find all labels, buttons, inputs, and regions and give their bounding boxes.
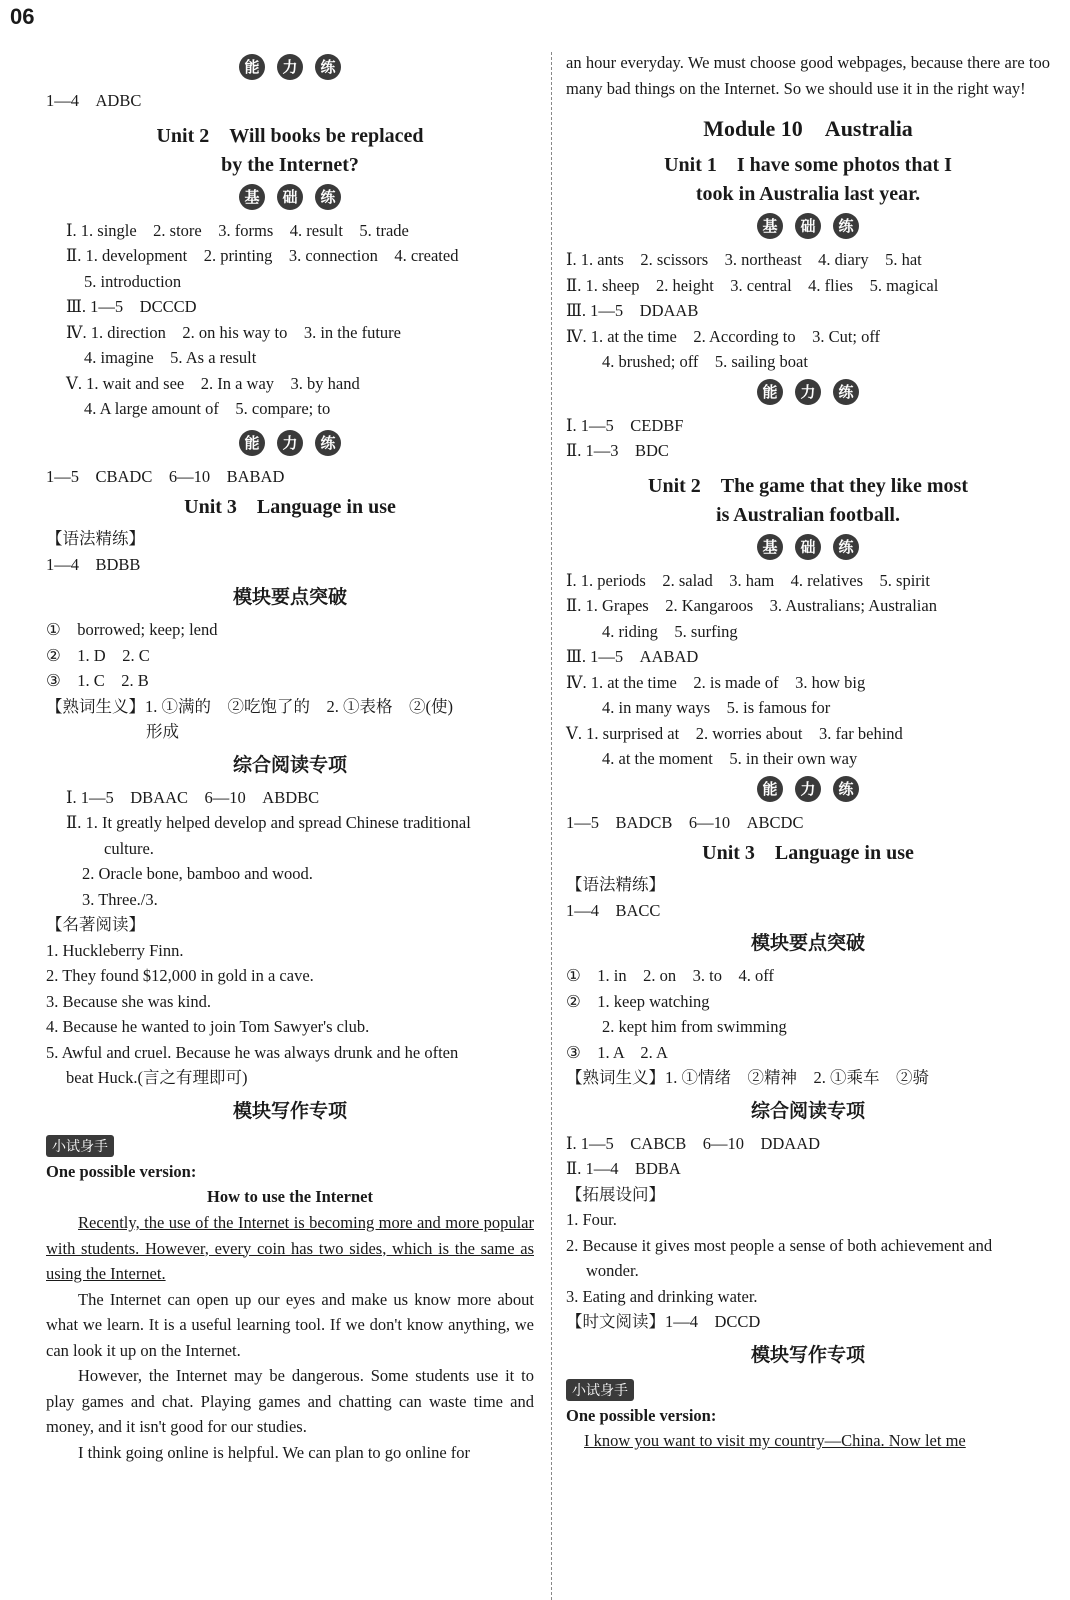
answer-line: 1. Huckleberry Finn. <box>46 940 184 960</box>
try-it-tag: 小试身手 <box>566 1379 634 1401</box>
answer-line: 1—5 BADCB 6—10 ABCDC <box>566 812 804 832</box>
answer-line: 形成 <box>146 722 179 741</box>
essay-paragraph: However, the Internet may be dangerous. Some students use it to play games and chat. Playing games and chatting can waste time and money, and it isn't good for our studies. <box>46 1366 534 1436</box>
left-column <box>46 50 534 1465</box>
essay-paragraph: Recently, the use of the Internet is becoming more and more popular with students. However, every coin has two sides, which is the same as using the Internet. <box>46 1213 534 1283</box>
version-label: One possible version: <box>566 1405 717 1425</box>
module-title: Module 10 Australia <box>703 116 913 141</box>
answer-line: 3. Because she was kind. <box>46 991 211 1011</box>
answer-line: Ⅱ. 1. development 2. printing 3. connection 4. created <box>66 246 459 265</box>
answer-line: Ⅰ. 1. periods 2. salad 3. ham 4. relatives 5. spirit <box>566 570 930 590</box>
answer-line: Ⅲ. 1—5 DDAAB <box>566 301 699 320</box>
answer-line: 3. Three./3. <box>82 889 158 909</box>
answer-line: 4. Because he wanted to join Tom Sawyer's club. <box>46 1017 370 1036</box>
unit-title: Unit 3 Language in use <box>702 842 914 864</box>
answer-line: Ⅰ. 1. single 2. store 3. forms 4. result 5. trade <box>66 220 409 240</box>
answer-line: Ⅰ. 1. ants 2. scissors 3. northeast 4. diary 5. hat <box>566 250 922 269</box>
unit-title: Unit 1 I have some photos that I took in Australia last year. <box>664 154 952 205</box>
answer-line: 1. Four. <box>566 1210 617 1229</box>
answer-line: 4. in many ways 5. is famous for <box>602 698 831 717</box>
answer-line: 【熟词生义】1. ①满的 ②吃饱了的 2. ①表格 ②(使) <box>46 696 453 716</box>
answer-line: 1—4 ADBC <box>46 91 142 110</box>
answer-line: 1—4 BDBB <box>46 554 141 574</box>
essay-paragraph: I know you want to visit my country—China. Now let me <box>584 1431 966 1450</box>
essay-paragraph: an hour everyday. We must choose good webpages, because there are too many bad things on the Internet. So we should use it in the right way! <box>566 53 1050 98</box>
answer-line: ③ 1. A 2. A <box>566 1042 668 1062</box>
section-title: 模块要点突破 <box>750 932 865 954</box>
section-label: 【名著阅读】 <box>46 915 145 934</box>
answer-line: Ⅱ. 1. It greatly helped develop and spread Chinese traditional <box>66 813 471 832</box>
answer-line: ② 1. D 2. C <box>46 645 150 665</box>
answer-line: Ⅱ. 1—3 BDC <box>566 441 669 460</box>
answer-line: ② 1. keep watching <box>566 991 710 1011</box>
answer-line: culture. <box>104 838 154 858</box>
answer-line: 2. Oracle bone, bamboo and wood. <box>82 864 313 883</box>
page-number: 06 <box>10 4 35 29</box>
answer-line: 2. kept him from swimming <box>602 1017 787 1036</box>
section-label: 【语法精练】 <box>566 875 665 894</box>
answer-line: 4. imagine 5. As a result <box>84 348 257 367</box>
unit-title: Unit 3 Language in use <box>184 496 396 518</box>
ability-practice-badge: 能 力 练 <box>566 776 1050 806</box>
answer-line: 【时文阅读】1—4 DCCD <box>566 1312 761 1331</box>
answer-line: Ⅰ. 1—5 CEDBF <box>566 415 684 435</box>
ability-practice-badge: 能 力 练 <box>566 379 1050 409</box>
answer-line: Ⅱ. 1. Grapes 2. Kangaroos 3. Australians; Australian <box>566 596 937 615</box>
answer-line: Ⅴ. 1. wait and see 2. In a way 3. by hand <box>66 373 360 393</box>
answer-line: 1—4 BACC <box>566 900 661 920</box>
answer-line: ③ 1. C 2. B <box>46 671 149 690</box>
basic-practice-badge: 基 础 练 <box>566 213 1050 243</box>
try-it-tag: 小试身手 <box>46 1135 114 1157</box>
answer-line: 5. introduction <box>84 271 182 291</box>
answer-line: 2. Because it gives most people a sense of both achievement and <box>566 1235 993 1255</box>
answer-line: ① 1. in 2. on 3. to 4. off <box>566 966 774 985</box>
essay-title: How to use the Internet <box>207 1187 373 1206</box>
section-label: 【拓展设问】 <box>566 1184 665 1204</box>
answer-line: ① borrowed; keep; lend <box>46 620 218 639</box>
answer-line: Ⅲ. 1—5 DCCCD <box>66 297 197 316</box>
answer-line: 【熟词生义】1. ①情绪 ②精神 2. ①乘车 ②骑 <box>566 1068 929 1087</box>
answer-line: 2. They found $12,000 in gold in a cave. <box>46 966 314 985</box>
answer-line: 4. brushed; off 5. sailing boat <box>602 352 808 371</box>
unit-title: Unit 2 The game that they like most is Australian football. <box>648 474 968 526</box>
answer-line: 4. at the moment 5. in their own way <box>602 749 858 768</box>
section-title: 综合阅读专项 <box>750 1099 865 1122</box>
answer-line: 1—5 CBADC 6—10 BABAD <box>46 466 285 486</box>
section-title: 模块写作专项 <box>750 1343 865 1366</box>
basic-practice-badge: 基 础 练 <box>46 184 534 214</box>
column-divider <box>551 52 552 1600</box>
answer-line: 4. A large amount of 5. compare; to <box>84 399 331 418</box>
answer-line: Ⅴ. 1. surprised at 2. worries about 3. far behind <box>566 723 903 743</box>
section-title: 模块写作专项 <box>232 1099 347 1122</box>
answer-line: Ⅲ. 1—5 AABAD <box>566 647 699 666</box>
section-label: 【语法精练】 <box>46 529 145 548</box>
essay-paragraph: I think going online is helpful. We can plan to go online for <box>78 1442 471 1462</box>
answer-line: 5. Awful and cruel. Because he was always drunk and he often <box>46 1042 459 1062</box>
answer-line: Ⅳ. 1. at the time 2. is made of 3. how big <box>566 672 866 692</box>
section-title: 综合阅读专项 <box>232 753 347 776</box>
answer-line: 3. Eating and drinking water. <box>566 1286 758 1306</box>
answer-line: Ⅰ. 1—5 CABCB 6—10 DDAAD <box>566 1133 821 1153</box>
essay-paragraph: The Internet can open up our eyes and make us know more about what we learn. It is a useful learning tool. If we don't know anything, we can look it up on the Internet. <box>46 1289 534 1360</box>
answer-line: Ⅰ. 1—5 DBAAC 6—10 ABDBC <box>66 787 320 807</box>
answer-line: Ⅳ. 1. direction 2. on his way to 3. in the future <box>66 322 401 342</box>
basic-practice-badge: 基 础 练 <box>566 534 1050 564</box>
answer-line: Ⅱ. 1—4 BDBA <box>566 1159 681 1178</box>
answer-line: Ⅱ. 1. sheep 2. height 3. central 4. flies 5. magical <box>566 275 939 295</box>
section-title: 模块要点突破 <box>232 586 347 608</box>
answer-line: Ⅳ. 1. at the time 2. According to 3. Cut; off <box>566 326 881 346</box>
answer-line: wonder. <box>586 1261 639 1280</box>
answer-line: beat Huck.(言之有理即可) <box>66 1068 248 1087</box>
version-label: One possible version: <box>46 1161 197 1181</box>
ability-practice-badge: 能 力 练 <box>46 54 534 84</box>
answer-line: 4. riding 5. surfing <box>602 621 738 641</box>
ability-practice-badge: 能 力 练 <box>46 430 534 460</box>
unit-title: Unit 2 Will books be replaced by the Internet? <box>156 124 424 176</box>
right-column <box>566 50 1050 1454</box>
